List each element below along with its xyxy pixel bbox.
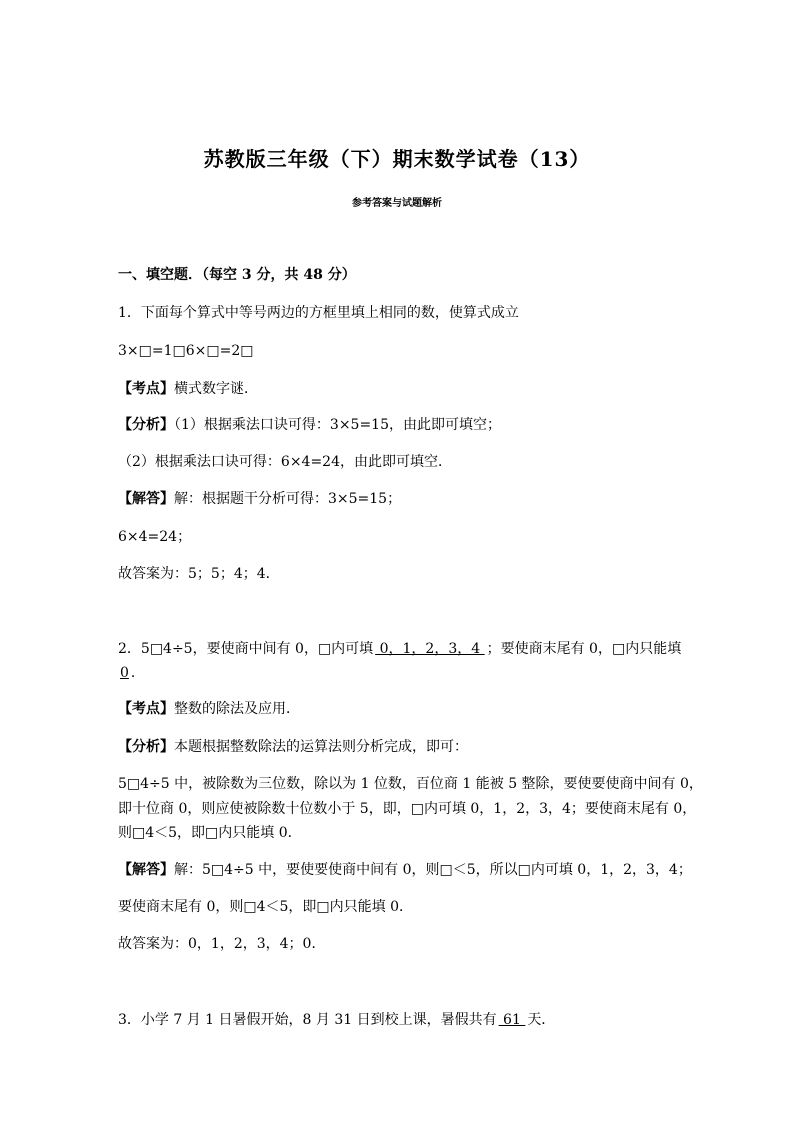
- q2-kaodian-text: 整数的除法及应用．: [174, 701, 300, 717]
- q1-fenxi-2: （2）根据乘法口诀可得：6×4=24，由此即可填空．: [118, 454, 452, 470]
- q2-para-3: 则□4＜5，即□内只能填 0．: [118, 825, 302, 841]
- kaodian-tag: 【考点】: [118, 701, 174, 717]
- q2-answer: 故答案为：0，1，2，3，4；0．: [118, 936, 326, 952]
- q3-answer-blank: 61: [498, 1012, 526, 1028]
- fenxi-tag: 【分析】: [118, 417, 174, 433]
- page-title: 苏教版三年级（下）期末数学试卷（13）: [203, 147, 591, 171]
- q1-fenxi-text: （1）根据乘法口诀可得：3×5=15，由此即可填空；: [174, 417, 501, 433]
- q1-stem: 1．下面每个算式中等号两边的方框里填上相同的数，使算式成立: [118, 305, 519, 321]
- q2-jieda: [118, 861, 692, 879]
- jieda-tag: 【解答】: [118, 862, 174, 878]
- q1-answer: 故答案为：5；5；4；4．: [118, 566, 280, 582]
- q2-para-2: 即十位商 0，则应使被除数十位数小于 5，即，□内可填 0，1，2，3，4；要使商末尾有 0，: [118, 801, 697, 817]
- q2-stem-c: ．: [130, 665, 145, 681]
- q2-answer-blank-1: 0，1，2，3，4: [375, 641, 485, 657]
- q2-stem-cont: [118, 664, 145, 682]
- kaodian-tag: 【考点】: [118, 381, 174, 397]
- q2-fenxi-text: 本题根据整数除法的运算法则分析完成，即可：: [174, 739, 468, 755]
- q2-para-1: 5□4÷5 中，被除数为三位数，除以为 1 位数，百位商 1 能被 5 整除，要使要使商中间有 0，: [118, 776, 703, 792]
- q1-jieda: [118, 490, 401, 508]
- q1-expression: 3×□=1□6×□=2□: [118, 343, 254, 359]
- q2-answer-blank-2: 0: [120, 665, 129, 681]
- q2-stem-b: ；要使商末尾有 0，□内只能填: [486, 641, 682, 657]
- q2-kaodian: [118, 700, 300, 718]
- q3-stem: [118, 1011, 555, 1029]
- q1-fenxi: [118, 416, 501, 434]
- q3-stem-a: 3．小学 7 月 1 日暑假开始，8 月 31 日到校上课，暑假共有: [118, 1012, 497, 1028]
- q3-stem-b: 天．: [527, 1012, 556, 1028]
- fenxi-tag: 【分析】: [118, 739, 174, 755]
- q1-jieda-2: 6×4=24；: [118, 529, 192, 545]
- q2-stem: [118, 640, 681, 658]
- q1-kaodian: [118, 380, 258, 398]
- q2-stem-a: 2．5□4÷5，要使商中间有 0，□内可填: [118, 641, 374, 657]
- q2-fenxi: [118, 738, 468, 756]
- q2-jieda-text: 解：5□4÷5 中，要使要使商中间有 0，则□＜5，所以□内可填 0，1，2，3，4；: [174, 862, 692, 878]
- q1-kaodian-text: 横式数字谜．: [174, 381, 258, 397]
- page-subtitle: 参考答案与试题解析: [352, 198, 442, 209]
- jieda-tag: 【解答】: [118, 491, 174, 507]
- q2-jieda-2: 要使商末尾有 0，则□4＜5，即□内只能填 0．: [118, 899, 413, 915]
- q1-jieda-text: 解：根据题干分析可得：3×5=15；: [174, 491, 402, 507]
- section-heading: 一、填空题．（每空 3 分，共 48 分）: [118, 267, 356, 283]
